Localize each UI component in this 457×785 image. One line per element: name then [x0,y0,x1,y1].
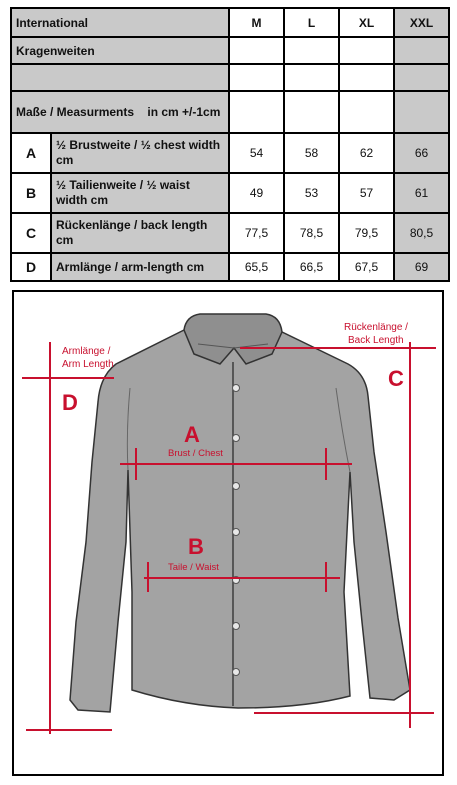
collar-cell-xl [339,37,394,64]
arm-length-label-1: Armlänge / [62,346,111,357]
chest-label: Brust / Chest [168,448,223,459]
row-letter: C [11,213,51,253]
shirt-illustration [70,314,410,712]
table-row [11,253,449,281]
measure-cell-l [284,91,339,133]
empty-cell-xxl [394,64,449,91]
row-label: ½ Tailienweite / ½ waist width cm [51,173,229,213]
value-l: 66,5 [284,253,339,281]
size-chart-table [10,7,450,282]
value-xxl: 69 [394,253,449,281]
table-row [11,133,449,173]
arm-length-label-2: Arm Length [62,359,114,370]
row-letter: A [11,133,51,173]
empty-cell-l [284,64,339,91]
back-length-letter: C [388,366,404,391]
collar-row [11,37,449,64]
header-row [11,8,449,37]
value-xxl: 66 [394,133,449,173]
measurement-diagram [12,290,444,776]
size-l-header: L [284,8,339,37]
value-xl: 57 [339,173,394,213]
international-header: International [11,8,229,37]
empty-cell-xl [339,64,394,91]
size-m-header: M [229,8,284,37]
table-row [11,213,449,253]
collar-cell-m [229,37,284,64]
value-m: 65,5 [229,253,284,281]
waist-letter: B [188,534,204,559]
back-length-label-1: Rückenlänge / [344,322,408,333]
empty-label-cell [11,64,229,91]
value-xl: 67,5 [339,253,394,281]
value-xxl: 80,5 [394,213,449,253]
value-l: 58 [284,133,339,173]
measurements-label: Maße / Measurments in cm +/-1cm [11,91,229,133]
value-l: 78,5 [284,213,339,253]
shirt-diagram-svg [14,292,442,774]
waist-label: Taile / Waist [168,562,219,573]
arm-length-letter: D [62,390,78,415]
value-xl: 79,5 [339,213,394,253]
size-xl-header: XL [339,8,394,37]
value-m: 49 [229,173,284,213]
row-label: ½ Brustweite / ½ chest width cm [51,133,229,173]
empty-row [11,64,449,91]
value-l: 53 [284,173,339,213]
value-m: 54 [229,133,284,173]
table-row [11,173,449,213]
shirt-body [70,330,410,712]
measure-cell-xxl [394,91,449,133]
value-xl: 62 [339,133,394,173]
row-letter: D [11,253,51,281]
value-m: 77,5 [229,213,284,253]
value-xxl: 61 [394,173,449,213]
chest-letter: A [184,422,200,447]
collar-cell-xxl [394,37,449,64]
back-length-label-2: Back Length [348,335,404,346]
collar-cell-l [284,37,339,64]
measure-row [11,91,449,133]
row-label: Rückenlänge / back length cm [51,213,229,253]
size-xxl-header: XXL [394,8,449,37]
measure-cell-xl [339,91,394,133]
collar-label: Kragenweiten [11,37,229,64]
measure-cell-m [229,91,284,133]
row-label: Armlänge / arm-length cm [51,253,229,281]
row-letter: B [11,173,51,213]
empty-cell-m [229,64,284,91]
